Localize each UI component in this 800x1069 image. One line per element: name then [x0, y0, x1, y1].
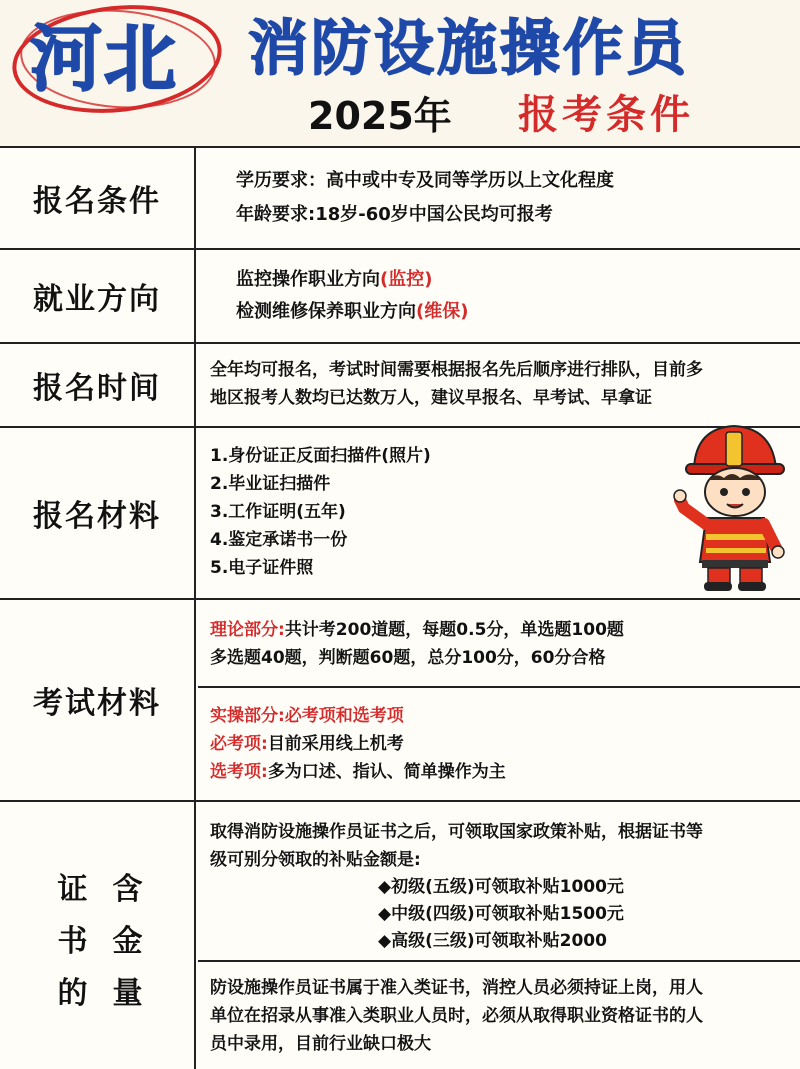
required-text: 目前采用线上机考	[267, 734, 404, 754]
label-char: 金	[112, 924, 145, 959]
firefighter-icon	[672, 420, 792, 592]
material-item: 1.身份证正反面扫描件(照片)	[210, 446, 431, 466]
theory-text: 共计考200道题，每题0.5分，单选题100题	[284, 620, 624, 640]
row-content	[198, 148, 800, 248]
row-signup-conditions	[0, 148, 800, 250]
row-certificate	[0, 802, 800, 1069]
region-label: 河北	[30, 17, 179, 101]
row-label: 报名材料	[0, 428, 196, 598]
career-item	[236, 296, 800, 328]
required-line	[210, 730, 800, 758]
info-table	[0, 146, 800, 1069]
label-char: 量	[112, 976, 145, 1011]
subsidy-intro: 取得消防设施操作员证书之后，可领取国家政策补贴，根据证书等	[210, 822, 703, 842]
page-subtitle: 报考条件	[518, 92, 694, 138]
career-tag: (维保)	[416, 301, 469, 322]
theory-line	[210, 616, 800, 644]
row-career	[0, 250, 800, 344]
exam-practice	[198, 702, 800, 786]
row-label-cell	[0, 802, 196, 1069]
signup-time-text: 地区报考人数均已达数万人，建议早报名、早考试、早拿证	[210, 388, 652, 408]
optional-tag: 选考项:	[210, 762, 268, 782]
certificate-divider	[198, 960, 800, 962]
career-name: 监控操作职业方向	[236, 269, 380, 290]
practice-title: 实操部分:必考项和选考项	[210, 706, 404, 726]
theory-tag: 理论部分:	[210, 620, 285, 640]
year-label: 2025年	[308, 94, 452, 138]
value-line: 防设施操作员证书属于准入类证书，消控人员必须持证上岗，用人	[210, 978, 703, 998]
education-requirement: 学历要求：高中或中专及同等学历以上文化程度	[236, 170, 614, 191]
exam-divider	[198, 686, 800, 688]
theory-line: 多选题40题，判断题60题，总分100分，60分合格	[210, 648, 606, 668]
optional-line	[210, 758, 800, 786]
subsidy-item: ◆高级(三级)可领取补贴2000	[378, 931, 607, 951]
row-label: 报名条件	[0, 148, 196, 248]
subsidy-item: ◆中级(四级)可领取补贴1500元	[378, 904, 624, 924]
career-tag: (监控)	[380, 269, 433, 290]
row-label: 报名时间	[0, 344, 196, 426]
row-signup-time	[0, 344, 800, 428]
row-label: 考试材料	[0, 600, 196, 800]
material-item: 3.工作证明(五年)	[210, 502, 346, 522]
row-exam	[0, 600, 800, 802]
optional-text: 多为口述、指认、简单操作为主	[267, 762, 506, 782]
required-tag: 必考项:	[210, 734, 268, 754]
subsidy-intro: 级可别分领取的补贴金额是:	[210, 850, 421, 870]
value-line: 员中录用，目前行业缺口极大	[210, 1034, 431, 1054]
age-requirement: 年龄要求:18岁-60岁中国公民均可报考	[236, 204, 553, 225]
row-content	[198, 250, 800, 342]
row-label: 就业方向	[0, 250, 196, 342]
label-char: 证	[57, 872, 90, 907]
certificate-label	[46, 872, 156, 1012]
career-item	[236, 264, 800, 296]
career-name: 检测维修保养职业方向	[236, 301, 416, 322]
page-header	[0, 0, 800, 146]
label-char: 书	[57, 924, 90, 959]
certificate-value	[198, 974, 800, 1058]
material-item: 5.电子证件照	[210, 558, 314, 578]
value-line: 单位在招录从事准入类职业人员时，必须从取得职业资格证书的人	[210, 1006, 703, 1026]
page-title: 消防设施操作员	[248, 14, 689, 84]
label-char: 含	[112, 872, 145, 907]
label-char: 的	[57, 976, 90, 1011]
subsidy-item: ◆初级(五级)可领取补贴1000元	[378, 877, 624, 897]
material-item: 2.毕业证扫描件	[210, 474, 331, 494]
signup-time-text: 全年均可报名，考试时间需要根据报名先后顺序进行排队，目前多	[210, 360, 703, 380]
material-item: 4.鉴定承诺书一份	[210, 530, 348, 550]
row-content	[198, 344, 800, 426]
